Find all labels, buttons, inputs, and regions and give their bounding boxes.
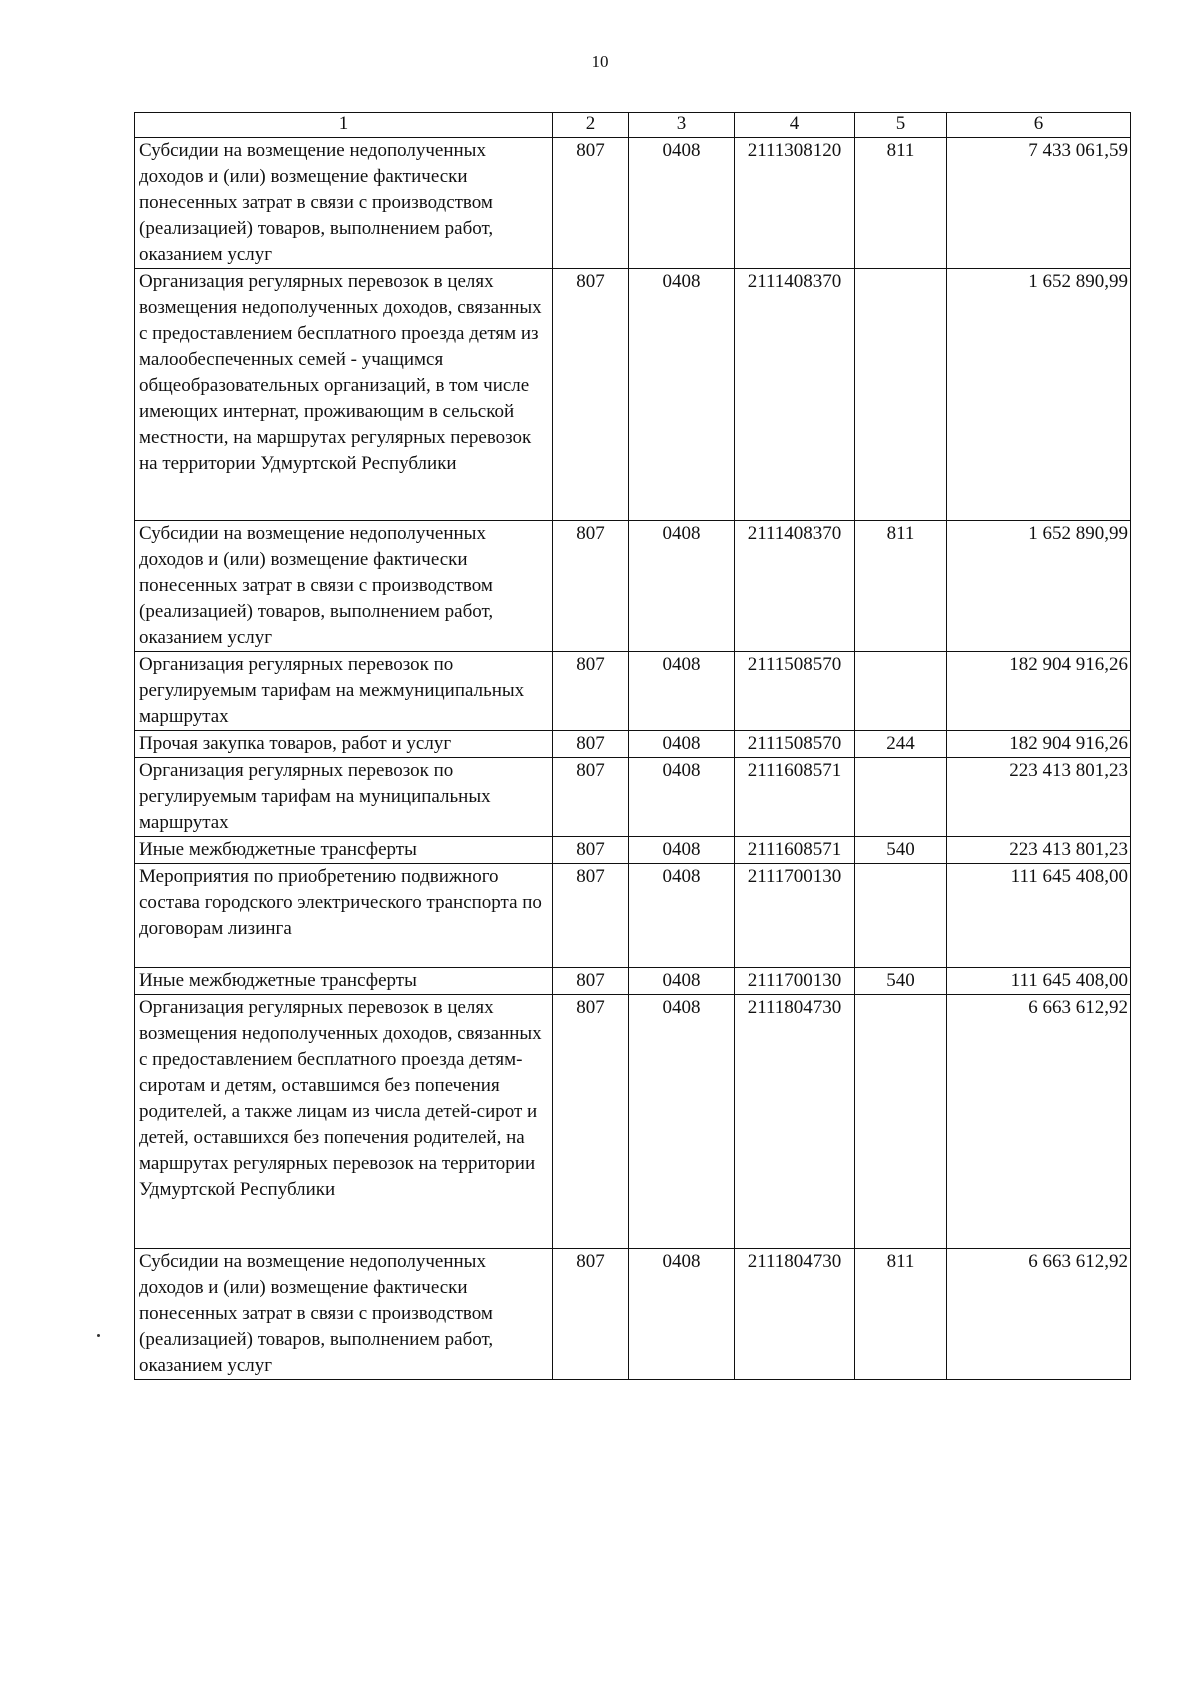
cell-description: Иные межбюджетные трансферты — [135, 968, 553, 995]
column-header-6: 6 — [947, 113, 1131, 138]
cell-col-3: 0408 — [629, 995, 735, 1249]
table-row — [135, 269, 1131, 521]
cell-description: Мероприятия по приобретению подвижного состава городского электрического транспорта по договорам лизинга — [135, 864, 553, 968]
cell-col-6: 182 904 916,26 — [947, 731, 1131, 758]
cell-col-2: 807 — [553, 995, 629, 1249]
table-row — [135, 995, 1131, 1249]
cell-col-3: 0408 — [629, 652, 735, 731]
cell-col-2: 807 — [553, 968, 629, 995]
cell-col-4: 2111508570 — [735, 652, 855, 731]
cell-description: Организация регулярных перевозок в целях возмещения недополученных доходов, связанных с предоставлением бесплатного проезда детям из малообеспеченных семей - учащимся общеобразовательных организаций, в том числе имеющих интернат, проживающим в сельской местности, на маршрутах регулярных перевозок на территории Удмуртской Республики — [135, 269, 553, 521]
cell-col-3: 0408 — [629, 837, 735, 864]
cell-col-4: 2111608571 — [735, 837, 855, 864]
cell-col-4: 2111608571 — [735, 758, 855, 837]
cell-description: Организация регулярных перевозок по регулируемым тарифам на муниципальных маршрутах — [135, 758, 553, 837]
cell-description: Организация регулярных перевозок в целях возмещения недополученных доходов, связанных с предоставлением бесплатного проезда детям-сиротам и детям, оставшимся без попечения родителей, а также лицам из числа детей-сирот и детей, оставшихся без попечения родителей, на маршрутах регулярных перевозок на территории Удмуртской Республики — [135, 995, 553, 1249]
cell-col-4: 2111700130 — [735, 968, 855, 995]
column-header-5: 5 — [855, 113, 947, 138]
cell-col-6: 223 413 801,23 — [947, 837, 1131, 864]
cell-col-5: 811 — [855, 521, 947, 652]
table-row — [135, 1249, 1131, 1380]
cell-description: Субсидии на возмещение недополученных доходов и (или) возмещение фактически понесенных затрат в связи с производством (реализацией) товаров, выполнением работ, оказанием услуг — [135, 138, 553, 269]
cell-col-2: 807 — [553, 652, 629, 731]
cell-col-2: 807 — [553, 521, 629, 652]
cell-col-5: 244 — [855, 731, 947, 758]
cell-col-4: 2111408370 — [735, 269, 855, 521]
cell-col-6: 7 433 061,59 — [947, 138, 1131, 269]
cell-col-2: 807 — [553, 837, 629, 864]
cell-col-5: 540 — [855, 837, 947, 864]
column-header-1: 1 — [135, 113, 553, 138]
cell-col-5 — [855, 652, 947, 731]
header-row — [135, 113, 1131, 138]
cell-col-5 — [855, 269, 947, 521]
table-row — [135, 758, 1131, 837]
cell-col-6: 182 904 916,26 — [947, 652, 1131, 731]
table-row — [135, 652, 1131, 731]
cell-col-6: 1 652 890,99 — [947, 521, 1131, 652]
cell-col-3: 0408 — [629, 138, 735, 269]
cell-col-6: 111 645 408,00 — [947, 864, 1131, 968]
cell-col-2: 807 — [553, 138, 629, 269]
cell-description: Субсидии на возмещение недополученных доходов и (или) возмещение фактически понесенных затрат в связи с производством (реализацией) товаров, выполнением работ, оказанием услуг — [135, 521, 553, 652]
cell-col-6: 6 663 612,92 — [947, 1249, 1131, 1380]
cell-description: Прочая закупка товаров, работ и услуг — [135, 731, 553, 758]
cell-description: Субсидии на возмещение недополученных доходов и (или) возмещение фактически понесенных затрат в связи с производством (реализацией) товаров, выполнением работ, оказанием услуг — [135, 1249, 553, 1380]
cell-col-5 — [855, 864, 947, 968]
cell-col-2: 807 — [553, 1249, 629, 1380]
cell-col-2: 807 — [553, 864, 629, 968]
cell-col-4: 2111308120 — [735, 138, 855, 269]
cell-col-6: 223 413 801,23 — [947, 758, 1131, 837]
cell-col-3: 0408 — [629, 864, 735, 968]
cell-col-5: 540 — [855, 968, 947, 995]
cell-col-6: 111 645 408,00 — [947, 968, 1131, 995]
cell-description: Иные межбюджетные трансферты — [135, 837, 553, 864]
table-row — [135, 968, 1131, 995]
cell-col-3: 0408 — [629, 1249, 735, 1380]
cell-col-4: 2111700130 — [735, 864, 855, 968]
cell-description: Организация регулярных перевозок по регулируемым тарифам на межмуниципальных маршрутах — [135, 652, 553, 731]
margin-mark — [97, 1334, 100, 1337]
cell-col-3: 0408 — [629, 758, 735, 837]
cell-col-4: 2111804730 — [735, 995, 855, 1249]
cell-col-2: 807 — [553, 758, 629, 837]
cell-col-5 — [855, 995, 947, 1249]
budget-table — [134, 112, 1131, 1380]
cell-col-3: 0408 — [629, 521, 735, 652]
cell-col-2: 807 — [553, 269, 629, 521]
cell-col-2: 807 — [553, 731, 629, 758]
cell-col-3: 0408 — [629, 731, 735, 758]
cell-col-5: 811 — [855, 138, 947, 269]
table-row — [135, 864, 1131, 968]
cell-col-3: 0408 — [629, 269, 735, 521]
cell-col-4: 2111804730 — [735, 1249, 855, 1380]
table-row — [135, 837, 1131, 864]
cell-col-5: 811 — [855, 1249, 947, 1380]
column-header-4: 4 — [735, 113, 855, 138]
column-header-3: 3 — [629, 113, 735, 138]
table-body — [135, 138, 1131, 1380]
table-row — [135, 138, 1131, 269]
cell-col-5 — [855, 758, 947, 837]
page-number: 10 — [591, 52, 609, 71]
column-header-2: 2 — [553, 113, 629, 138]
table-row — [135, 731, 1131, 758]
cell-col-4: 2111408370 — [735, 521, 855, 652]
cell-col-3: 0408 — [629, 968, 735, 995]
cell-col-4: 2111508570 — [735, 731, 855, 758]
cell-col-6: 1 652 890,99 — [947, 269, 1131, 521]
table-row — [135, 521, 1131, 652]
cell-col-6: 6 663 612,92 — [947, 995, 1131, 1249]
